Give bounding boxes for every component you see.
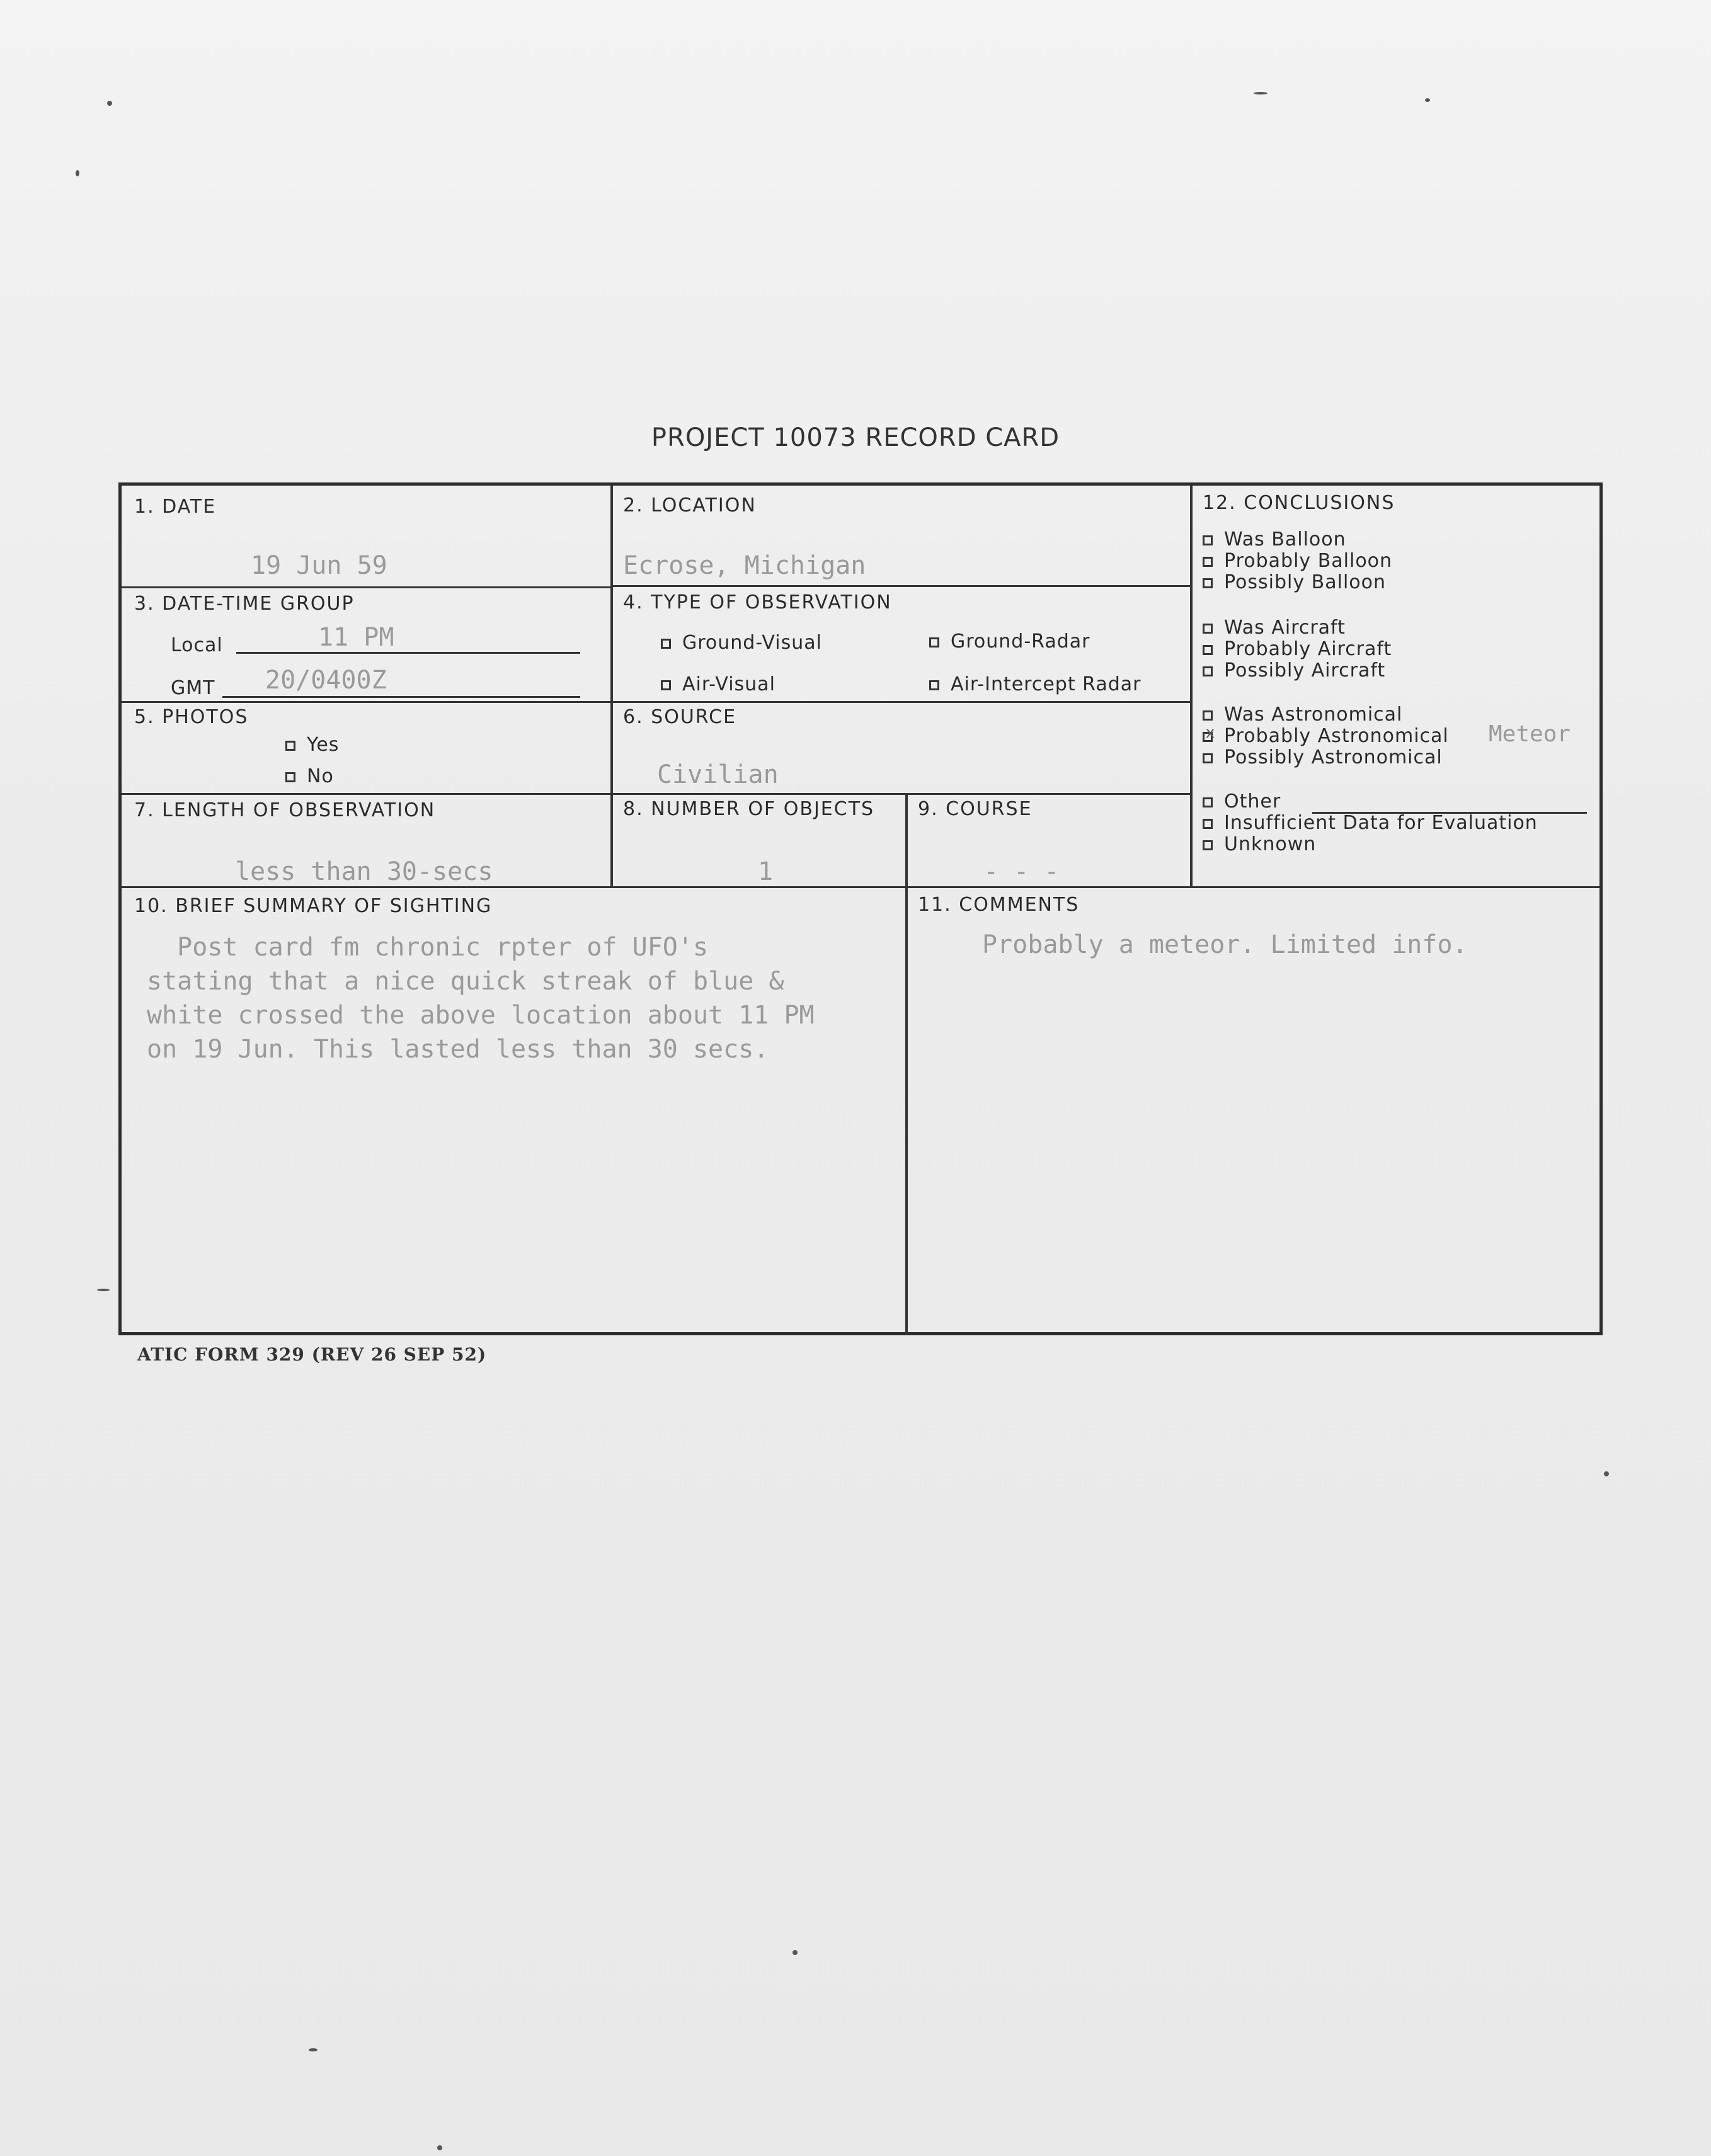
divider <box>122 793 1190 795</box>
conclusion-other[interactable]: Other <box>1203 790 1281 813</box>
scan-speck <box>1254 92 1268 94</box>
option-ground-radar[interactable]: Ground-Radar <box>929 630 1090 653</box>
local-underline <box>236 652 580 654</box>
summary-line: stating that a nice quick streak of blue & <box>147 967 784 996</box>
summary-line: on 19 Jun. This lasted less than 30 secs. <box>147 1035 769 1064</box>
checkbox-icon <box>929 680 939 690</box>
conclusion-possibly-astronomical[interactable]: Possibly Astronomical <box>1203 746 1443 768</box>
check-mark: x <box>1206 723 1216 741</box>
checkbox-icon <box>285 741 295 751</box>
number-of-objects-value: 1 <box>758 857 774 886</box>
checkbox-icon <box>1203 624 1213 634</box>
type-of-observation-label: 4. TYPE OF OBSERVATION <box>623 591 892 613</box>
course-label: 9. COURSE <box>918 798 1033 820</box>
divider <box>610 486 613 886</box>
conclusion-probably-astronomical[interactable]: x Probably Astronomical <box>1203 725 1449 747</box>
checkbox-icon <box>1203 840 1213 850</box>
scan-speck <box>97 1289 110 1291</box>
scan-speck <box>793 1950 798 1955</box>
conclusion-was-aircraft[interactable]: Was Aircraft <box>1203 617 1346 639</box>
checkbox-icon <box>1203 753 1213 763</box>
summary-cell <box>122 886 905 1333</box>
conclusion-possibly-aircraft[interactable]: Possibly Aircraft <box>1203 659 1385 682</box>
conclusion-probably-balloon[interactable]: Probably Balloon <box>1203 550 1392 572</box>
checkbox-icon <box>1203 557 1213 567</box>
course-value: - - - <box>983 857 1060 886</box>
checkbox-icon <box>1203 578 1213 588</box>
scan-speck <box>107 101 112 106</box>
scan-speck <box>437 2145 442 2150</box>
source-label: 6. SOURCE <box>623 706 737 728</box>
summary-line: Post card fm chronic rpter of UFO's <box>147 933 709 962</box>
conclusion-probably-aircraft[interactable]: Probably Aircraft <box>1203 638 1392 660</box>
scan-speck <box>1425 98 1430 102</box>
summary-text <box>147 930 890 1066</box>
divider <box>1190 486 1193 886</box>
checkbox-icon <box>1203 666 1213 676</box>
local-label: Local <box>171 634 223 656</box>
photos-label: 5. PHOTOS <box>134 706 249 728</box>
option-photos-yes[interactable]: Yes <box>285 734 339 756</box>
option-photos-no[interactable]: No <box>285 765 334 787</box>
divider <box>122 586 610 588</box>
divider <box>905 793 908 886</box>
checkbox-icon <box>285 772 295 782</box>
option-air-intercept-radar[interactable]: Air-Intercept Radar <box>929 673 1141 695</box>
date-label: 1. DATE <box>134 496 217 518</box>
scan-speck <box>76 170 79 176</box>
location-value: Ecrose, Michigan <box>623 551 866 580</box>
comments-label: 11. COMMENTS <box>918 894 1080 916</box>
location-label: 2. LOCATION <box>623 494 757 516</box>
conclusions-label: 12. CONCLUSIONS <box>1203 492 1395 514</box>
conclusion-possibly-balloon[interactable]: Possibly Balloon <box>1203 571 1386 593</box>
form-footer: ATIC FORM 329 (REV 26 SEP 52) <box>137 1344 487 1365</box>
source-value: Civilian <box>657 760 779 789</box>
divider <box>122 701 1190 703</box>
option-air-visual[interactable]: Air-Visual <box>661 673 775 695</box>
conclusion-unknown[interactable]: Unknown <box>1203 833 1316 855</box>
date-time-group-label: 3. DATE-TIME GROUP <box>134 593 355 615</box>
checkbox-icon <box>661 639 671 649</box>
checkbox-icon <box>1203 797 1213 807</box>
conclusion-insufficient-data[interactable]: Insufficient Data for Evaluation <box>1203 812 1538 834</box>
checkbox-icon <box>929 637 939 647</box>
conclusion-was-astronomical[interactable]: Was Astronomical <box>1203 704 1402 726</box>
conclusion-annotation: Meteor <box>1489 721 1571 747</box>
conclusion-was-balloon[interactable]: Was Balloon <box>1203 528 1346 550</box>
checkbox-icon <box>1203 645 1213 655</box>
number-of-objects-label: 8. NUMBER OF OBJECTS <box>623 798 875 820</box>
divider <box>610 585 1190 587</box>
checked-checkbox-icon <box>1203 723 1216 742</box>
summary-label: 10. BRIEF SUMMARY OF SIGHTING <box>134 895 493 917</box>
checkbox-icon <box>1203 535 1213 545</box>
option-ground-visual[interactable]: Ground-Visual <box>661 632 822 654</box>
record-card <box>118 482 1603 1335</box>
length-of-observation-label: 7. LENGTH OF OBSERVATION <box>134 799 436 821</box>
local-value: 11 PM <box>318 623 394 652</box>
checkbox-icon <box>1203 819 1213 829</box>
comments-value: Probably a meteor. Limited info. <box>982 930 1468 959</box>
checkbox-icon <box>1203 710 1213 721</box>
scan-speck <box>1604 1471 1609 1476</box>
checkbox-icon <box>661 680 671 690</box>
gmt-label: GMT <box>171 677 215 699</box>
summary-line: white crossed the above location about 11 PM <box>147 1001 815 1030</box>
date-value: 19 Jun 59 <box>251 551 387 580</box>
length-of-observation-value: less than 30-secs <box>235 857 493 886</box>
gmt-value: 20/0400Z <box>265 666 387 695</box>
card-title: PROJECT 10073 RECORD CARD <box>651 423 1060 452</box>
gmt-underline <box>222 696 580 698</box>
scan-speck <box>309 2048 318 2051</box>
